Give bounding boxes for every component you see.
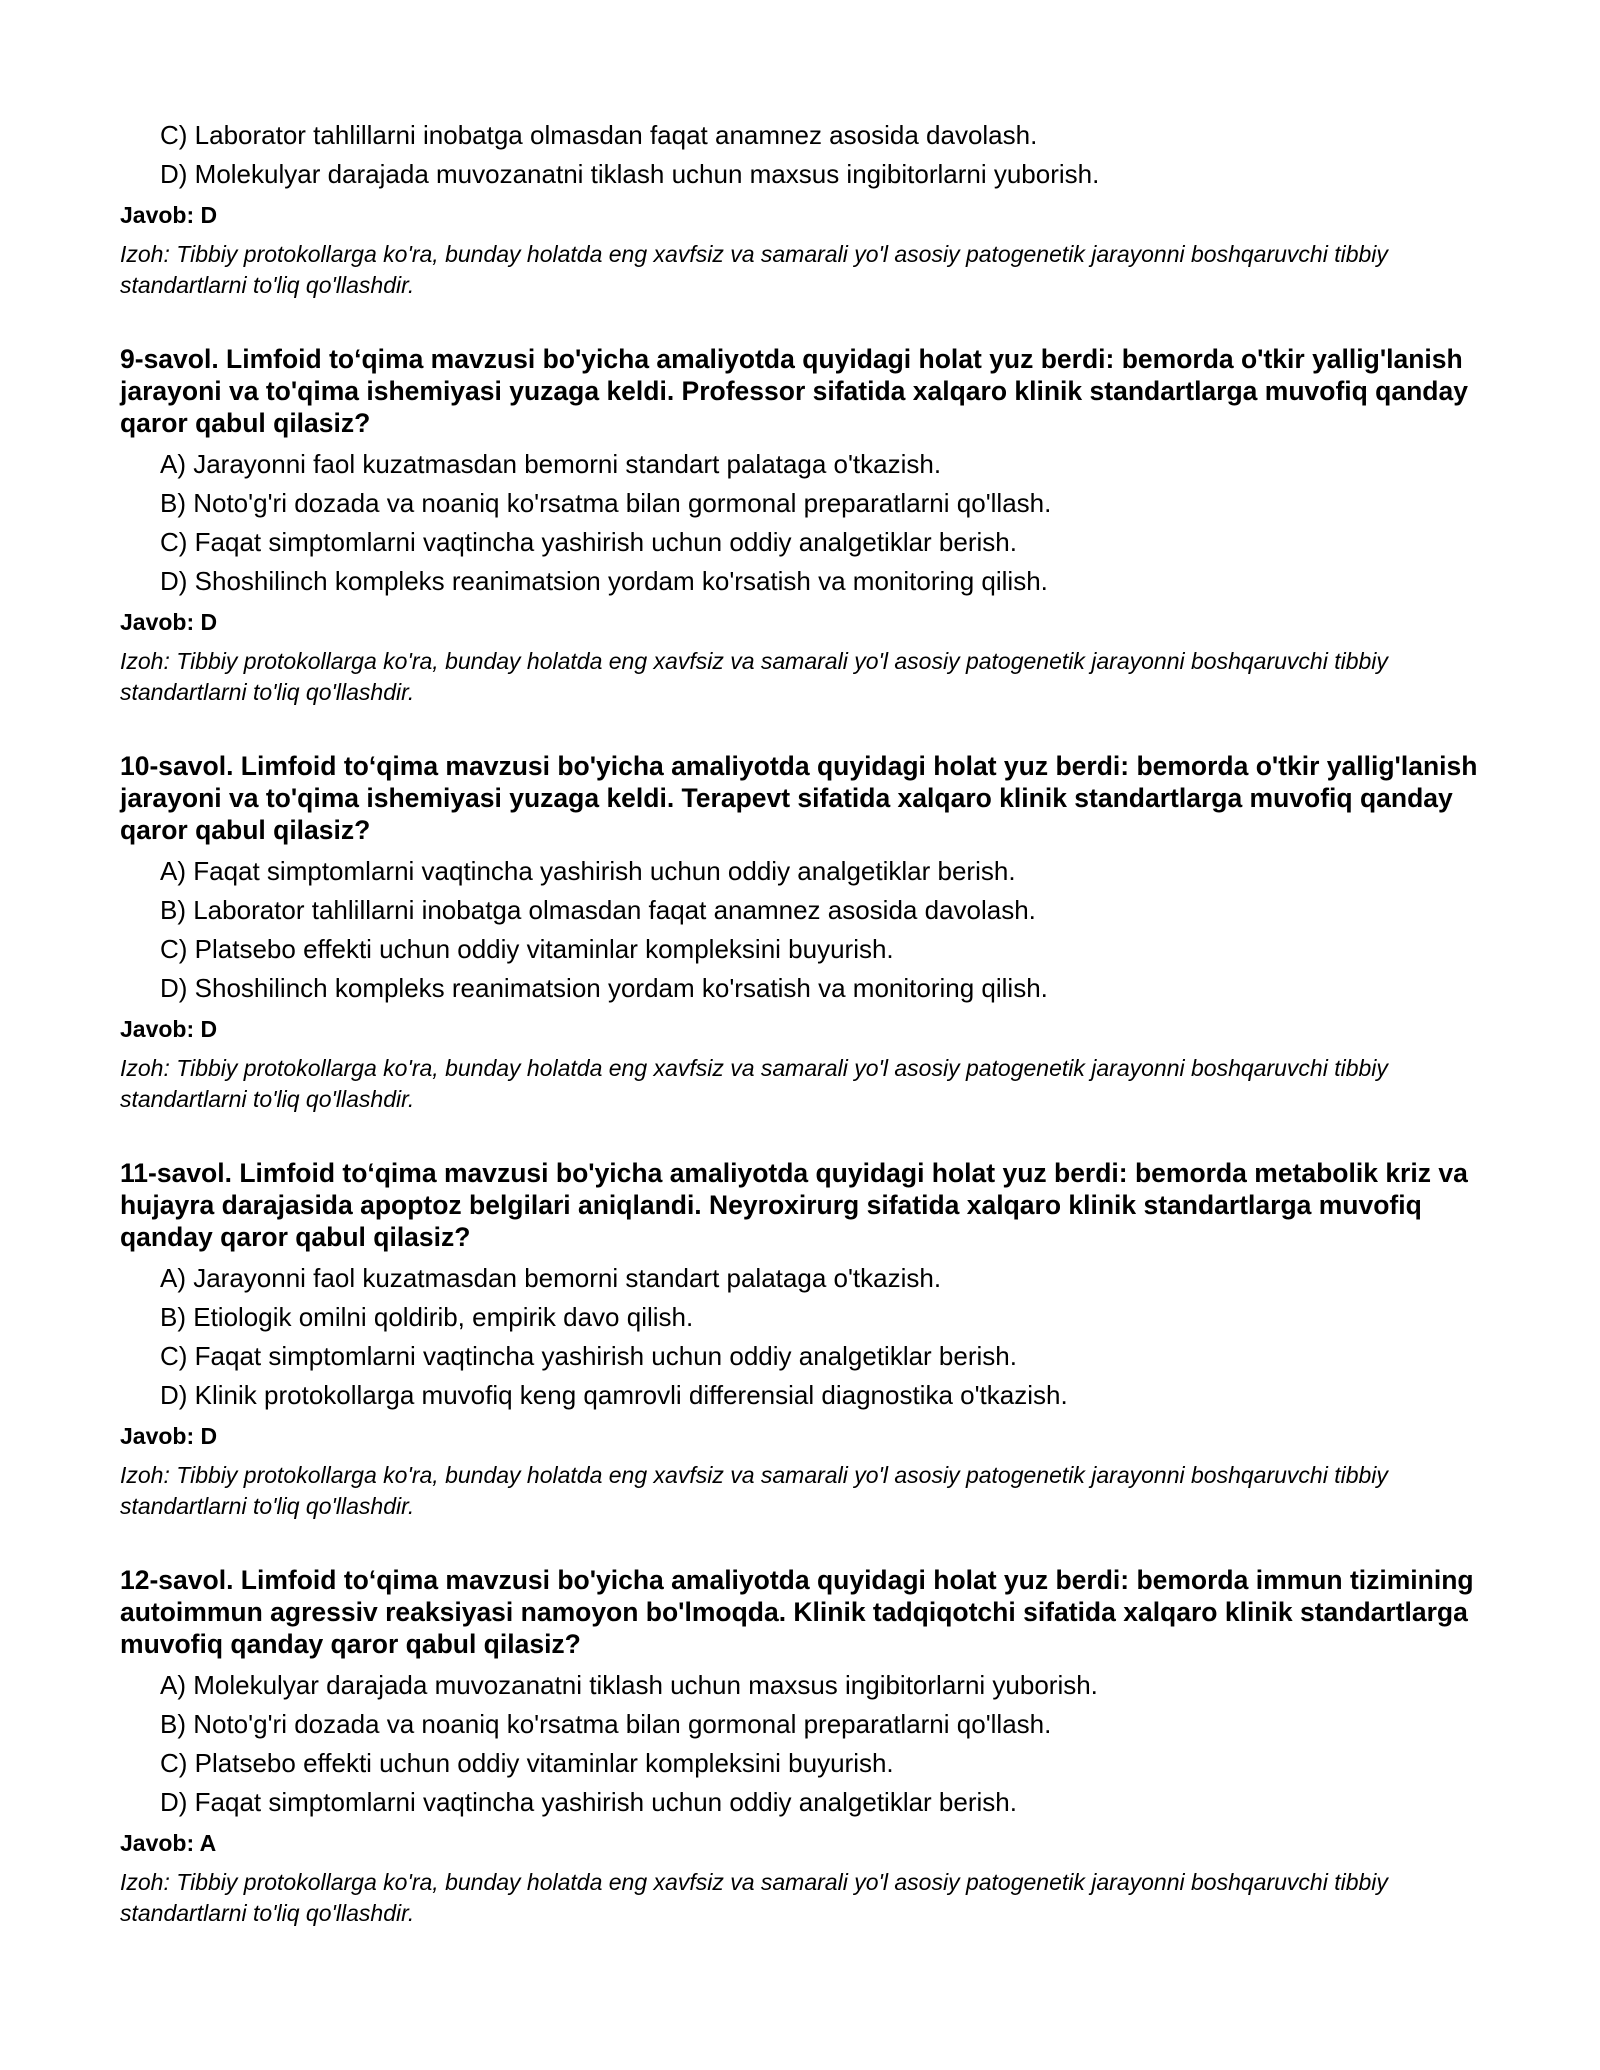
option-b: B) Laborator tahlillarni inobatga olmasdan faqat anamnez asosida davolash.: [160, 895, 1036, 925]
option-d: D) Shoshilinch kompleks reanimatsion yordam ko'rsatish va monitoring qilish.: [160, 973, 1048, 1003]
option-c: C) Faqat simptomlarni vaqtincha yashirish uchun oddiy analgetiklar berish.: [160, 527, 1017, 557]
explanation-note: Izoh: Tibbiy protokollarga ko'ra, bunday holatda eng xavfsiz va samarali yo'l asosiy patogenetik jarayonni boshqaruvchi tibbiy standartlarni to'liq qo'llashdir.: [120, 648, 1388, 705]
question-title: 11-savol. Limfoid to‘qima mavzusi bo'yicha amaliyotda quyidagi holat yuz berdi: bemorda metabolik kriz va hujayra darajasida apoptoz belgilari aniqlandi. Neyroxirurg sifatida xalqaro klinik standartlarga muvofiq qanday qaror qabul qilasiz?: [120, 1158, 1468, 1252]
answer-label: Javob: A: [120, 1830, 217, 1856]
option-b: B) Noto'g'ri dozada va noaniq ko'rsatma bilan gormonal preparatlarni qo'llash.: [160, 488, 1052, 518]
option-c: C) Platsebo effekti uchun oddiy vitaminlar kompleksini buyurish.: [160, 934, 894, 964]
option-b: B) Noto'g'ri dozada va noaniq ko'rsatma bilan gormonal preparatlarni qo'llash.: [160, 1709, 1052, 1739]
explanation-note: Izoh: Tibbiy protokollarga ko'ra, bunday holatda eng xavfsiz va samarali yo'l asosiy patogenetik jarayonni boshqaruvchi tibbiy standartlarni to'liq qo'llashdir.: [120, 1869, 1388, 1926]
option-a: A) Molekulyar darajada muvozanatni tiklash uchun maxsus ingibitorlarni yuborish.: [160, 1670, 1098, 1700]
question-11: [120, 1157, 1490, 1522]
question-title: 12-savol. Limfoid to‘qima mavzusi bo'yicha amaliyotda quyidagi holat yuz berdi: bemorda immun tizimining autoimmun agressiv reaksiyasi namoyon bo'lmoqda. Klinik tadqiqotchi sifatida xalqaro klinik standartlarga muvofiq qanday qaror qabul qilasiz?: [120, 1565, 1474, 1659]
question-title: 10-savol. Limfoid to‘qima mavzusi bo'yicha amaliyotda quyidagi holat yuz berdi: bemorda o'tkir yallig'lanish jarayoni va to'qima ishemiyasi yuzaga keldi. Terapevt sifatida xalqaro klinik standartlarga muvofiq qanday qaror qabul qilasiz?: [120, 751, 1478, 845]
question-12: [120, 1564, 1490, 1929]
question-8-continuation: [120, 116, 1490, 301]
option-a: A) Faqat simptomlarni vaqtincha yashirish uchun oddiy analgetiklar berish.: [160, 856, 1016, 886]
explanation-note: Izoh: Tibbiy protokollarga ko'ra, bunday holatda eng xavfsiz va samarali yo'l asosiy patogenetik jarayonni boshqaruvchi tibbiy standartlarni to'liq qo'llashdir.: [120, 241, 1388, 298]
option-d: D) Klinik protokollarga muvofiq keng qamrovli differensial diagnostika o'tkazish.: [160, 1380, 1068, 1410]
question-title: 9-savol. Limfoid to‘qima mavzusi bo'yicha amaliyotda quyidagi holat yuz berdi: bemorda o'tkir yallig'lanish jarayoni va to'qima ishemiyasi yuzaga keldi. Professor sifatida xalqaro klinik standartlarga muvofiq qanday qaror qabul qilasiz?: [120, 344, 1468, 438]
explanation-note: Izoh: Tibbiy protokollarga ko'ra, bunday holatda eng xavfsiz va samarali yo'l asosiy patogenetik jarayonni boshqaruvchi tibbiy standartlarni to'liq qo'llashdir.: [120, 1055, 1388, 1112]
question-10: [120, 750, 1490, 1115]
option-a: A) Jarayonni faol kuzatmasdan bemorni standart palataga o'tkazish.: [160, 449, 942, 479]
option-c: C) Platsebo effekti uchun oddiy vitaminlar kompleksini buyurish.: [160, 1748, 894, 1778]
option-d: D) Faqat simptomlarni vaqtincha yashirish uchun oddiy analgetiklar berish.: [160, 1787, 1017, 1817]
option-d: D) Molekulyar darajada muvozanatni tiklash uchun maxsus ingibitorlarni yuborish.: [160, 159, 1100, 189]
option-c: C) Laborator tahlillarni inobatga olmasdan faqat anamnez asosida davolash.: [160, 120, 1038, 150]
option-b: B) Etiologik omilni qoldirib, empirik davo qilish.: [160, 1302, 694, 1332]
answer-label: Javob: D: [120, 609, 218, 635]
document-content: [120, 116, 1490, 1929]
option-d: D) Shoshilinch kompleks reanimatsion yordam ko'rsatish va monitoring qilish.: [160, 566, 1048, 596]
answer-label: Javob: D: [120, 1016, 218, 1042]
answer-label: Javob: D: [120, 202, 218, 228]
option-a: A) Jarayonni faol kuzatmasdan bemorni standart palataga o'tkazish.: [160, 1263, 942, 1293]
option-c: C) Faqat simptomlarni vaqtincha yashirish uchun oddiy analgetiklar berish.: [160, 1341, 1017, 1371]
question-9: [120, 343, 1490, 708]
answer-label: Javob: D: [120, 1423, 218, 1449]
explanation-note: Izoh: Tibbiy protokollarga ko'ra, bunday holatda eng xavfsiz va samarali yo'l asosiy patogenetik jarayonni boshqaruvchi tibbiy standartlarni to'liq qo'llashdir.: [120, 1462, 1388, 1519]
